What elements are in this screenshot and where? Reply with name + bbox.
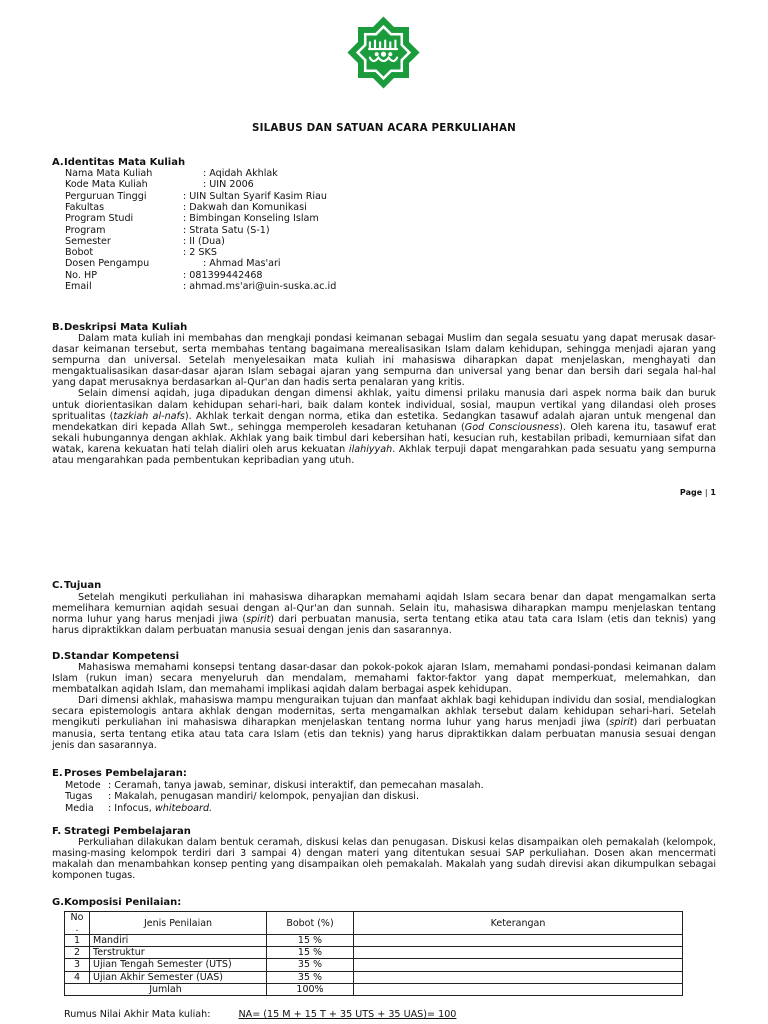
table-cell: 1 xyxy=(65,935,90,947)
proses-value-italic: whiteboard. xyxy=(154,802,213,814)
identitas-key: Dosen Pengampu xyxy=(65,258,150,270)
identitas-key: Nama Mata Kuliah xyxy=(65,168,153,179)
table-header-row xyxy=(65,912,683,935)
table-header: Bobot (%) xyxy=(267,912,354,935)
table-cell: Ujian Akhir Semester (UAS) xyxy=(90,971,267,983)
table-cell: Ujian Tengah Semester (UTS) xyxy=(90,959,267,971)
identitas-key: Perguruan Tinggi xyxy=(65,190,147,202)
identitas-value: : UIN 2006 xyxy=(203,179,254,191)
table-cell: 15 % xyxy=(267,935,354,947)
identitas-key: Semester xyxy=(65,235,111,247)
table-row xyxy=(65,947,683,959)
uin-suska-logo xyxy=(341,10,426,95)
proses-key: Tugas xyxy=(65,791,93,803)
proses-value: : Makalah, penugasan mandiri/ kelompok, penyajian dan diskusi. xyxy=(108,791,419,803)
proses-row xyxy=(65,803,212,814)
tujuan-text: Setelah mengikuti perkuliahan ini mahasiswa diharapkan memahami aqidah Islam secara benar dan dapat mengamalkan serta memelihara kemurnian aqidah sesuai dengan al-Qur'an dan sunnah. Selain itu, mahasiswa diharapkan mampu menjelaskan tentang norma luhur yang harus menjadi jiwa (spirit) dari perbuatan manusia, serta tentang etika atau tata cara Islam (etis dan teknis) yang harus dipraktikkan dalam perbuatan manusia sesuai dengan jenis dan sasarannya. xyxy=(52,592,716,637)
table-cell xyxy=(354,935,683,947)
proses-value: : Infocus, xyxy=(108,802,155,814)
table-row xyxy=(65,935,683,947)
total-value: 100% xyxy=(267,983,354,995)
section-f-heading: F. Strategi Pembelajaran xyxy=(52,826,191,837)
table-total-row xyxy=(65,983,683,995)
identitas-row xyxy=(65,168,278,179)
identitas-value: : Ahmad Mas'ari xyxy=(203,258,281,270)
identitas-row xyxy=(65,202,307,213)
strategi-text: Perkuliahan dilakukan dalam bentuk ceramah, diskusi kelas dan penugasan. Diskusi kelas disampaikan oleh pemakalah (kelompok, masing-masing kelompok terdiri dari 3 sampai 4) dengan materi yang ditentukan sesuai SAP perkuliahan. Dosen akan mencermati makalah dan menambahkan konsep penting yang disampaikan oleh pemakalah. Makalah yang sudah direvisi akan dikumpulkan sebagai komponen tugas. xyxy=(52,837,716,882)
identitas-value: : Strata Satu (S-1) xyxy=(183,224,270,236)
identitas-key: Program Studi xyxy=(65,213,134,225)
identitas-row xyxy=(65,225,270,236)
section-g-heading: G.Komposisi Penilaian: xyxy=(52,897,182,908)
proses-key: Media xyxy=(65,802,94,814)
identitas-value: : Aqidah Akhlak xyxy=(203,168,278,179)
table-cell: 35 % xyxy=(267,959,354,971)
identitas-value: : ahmad.ms'ari@uin-suska.ac.id xyxy=(183,281,337,292)
identitas-row xyxy=(65,213,319,224)
identitas-row xyxy=(65,236,225,247)
table-cell: 35 % xyxy=(267,971,354,983)
table-header: Keterangan xyxy=(354,912,683,935)
document-title: SILABUS DAN SATUAN ACARA PERKULIAHAN xyxy=(252,122,516,134)
total-label: Jumlah xyxy=(65,983,267,995)
table-cell: 3 xyxy=(65,959,90,971)
identitas-key: Kode Mata Kuliah xyxy=(65,179,148,191)
identitas-value: : Bimbingan Konseling Islam xyxy=(183,213,319,225)
standar-text: Mahasiswa memahami konsepsi tentang dasar-dasar dan pokok-pokok ajaran Islam, memahami pondasi-pondasi keimanan dalam Islam (rukun iman) secara menyeluruh dan mendalam, memahami faktor-faktor yang dapat memperkuat, melemahkan, dan membatalkan aqidah Islam, dan memahami implikasi aqidah dalam berbagai aspek kehidupan. Dari dimensi akhlak, mahasiswa mampu menguraikan tujuan dan manfaat akhlak bagi kehidupan individu dan sosial, mendialogkan secara epistemologis antara akhlak dengan modernitas, serta mengamalkan akhlak tersebut dalam kehidupan sehari-hari. Setelah mengikuti perkuliahan ini mahasiswa diharapkan menjelaskan tentang norma luhur yang harus menjadi jiwa (spirit) dari perbuatan manusia, serta tentang etika atau tata cara Islam (etis dan teknis) yang harus dipraktikkan dalam perbuatan manusia sesuai dengan jenis dan sasarannya. xyxy=(52,662,716,751)
formula-line: Rumus Nilai Akhir Mata kuliah: NA= (15 M + 15 T + 35 UTS + 35 UAS)= 100 xyxy=(64,1009,457,1020)
identitas-row xyxy=(65,247,217,258)
proses-value: : Ceramah, tanya jawab, seminar, diskusi interaktif, dan pemecahan masalah. xyxy=(108,780,484,791)
table-row xyxy=(65,971,683,983)
identitas-row xyxy=(65,191,327,202)
deskripsi-text: Dalam mata kuliah ini membahas dan mengkaji pondasi keimanan sebagai Muslim dan segala sesuatu yang dapat merusak dasar-dasar keimanan tersebut, serta membahas tentang bagaimana merealisasikan Islam dalam kehidupan, sehingga menjadi ajaran yang sempurna dan universal. Setelah menyelesaikan mata kuliah ini mahasiswa diharapkan dapat menjelaskan, menghayati dan mengaktualisasikan dasar-dasar ajaran Islam sebagai ajaran yang sempurna dan universal yang benar dan bersih dari segala hal-hal yang dapat merusaknya berdasarkan al-Qur'an dan hadis serta penalaran yang kritis. Selain dimensi aqidah, juga dipadukan dengan dimensi akhlak, yaitu dimensi prilaku manusia dari aspek norma baik dan buruk untuk diorientasikan dalam kehidupan sehari-hari, baik dalam kontek individual, sosial, maupun vertikal yang dilandasi oleh proses spritualitas (tazkiah al-nafs). Akhlak terkait dengan norma, etika dan estetika. Sedangkan tasawuf adalah ajaran untuk mengenal dan mendekatkan diri kepada Allah Swt., sehingga memperoleh kesadaran ketuhanan (God Consciousness). Oleh karena itu, tasawuf erat sekali hubungannya dengan akhlak. Akhlak yang baik timbul dari kebersihan hati, kesucian ruh, kestabilan pribadi, kemurniaan sifat dan watak, karena kekuatan hati telah dialiri oleh arus kekuatan ilahiyyah. Akhlak terpuji dapat mengarahkan pada sesuatu yang sempurna atau mengarahkan pada pembentukan kepribadian yang utuh. xyxy=(52,333,716,467)
table-cell: 2 xyxy=(65,947,90,959)
table-cell xyxy=(354,959,683,971)
table-body xyxy=(65,935,683,996)
table-cell: 4 xyxy=(65,971,90,983)
identitas-value: : UIN Sultan Syarif Kasim Riau xyxy=(183,190,327,202)
table-cell: Terstruktur xyxy=(90,947,267,959)
table-row xyxy=(65,959,683,971)
penilaian-table xyxy=(64,911,683,996)
proses-key: Metode xyxy=(65,780,101,791)
identitas-row xyxy=(65,258,281,269)
identitas-row xyxy=(65,281,336,292)
table-header: No . xyxy=(65,912,90,935)
proses-row xyxy=(65,791,419,802)
page-number: Page | 1 xyxy=(679,488,716,497)
table-header: Jenis Penilaian xyxy=(90,912,267,935)
identitas-key: No. HP xyxy=(65,269,97,281)
identitas-key: Bobot xyxy=(65,247,94,259)
proses-row xyxy=(65,780,484,791)
identitas-key: Fakultas xyxy=(65,201,105,213)
table-cell: Mandiri xyxy=(90,935,267,947)
table-cell xyxy=(354,947,683,959)
identitas-row xyxy=(65,179,254,190)
table-cell: 15 % xyxy=(267,947,354,959)
identitas-key: Program xyxy=(65,224,106,236)
identitas-value: : II (Dua) xyxy=(183,235,225,247)
section-a-heading: A.Identitas Mata Kuliah xyxy=(52,157,186,168)
identitas-key: Email xyxy=(65,281,92,292)
section-e-heading: E.Proses Pembelajaran: xyxy=(52,768,187,779)
section-d-heading: D.Standar Kompetensi xyxy=(52,651,180,662)
identitas-value: : 081399442468 xyxy=(183,269,263,281)
table-cell xyxy=(354,983,683,995)
identitas-row xyxy=(65,270,263,281)
section-c-heading: C.Tujuan xyxy=(52,580,102,591)
table-cell xyxy=(354,971,683,983)
section-b-heading: B.Deskripsi Mata Kuliah xyxy=(52,322,188,333)
identitas-value: : 2 SKS xyxy=(183,247,217,259)
identitas-value: : Dakwah dan Komunikasi xyxy=(183,201,307,213)
